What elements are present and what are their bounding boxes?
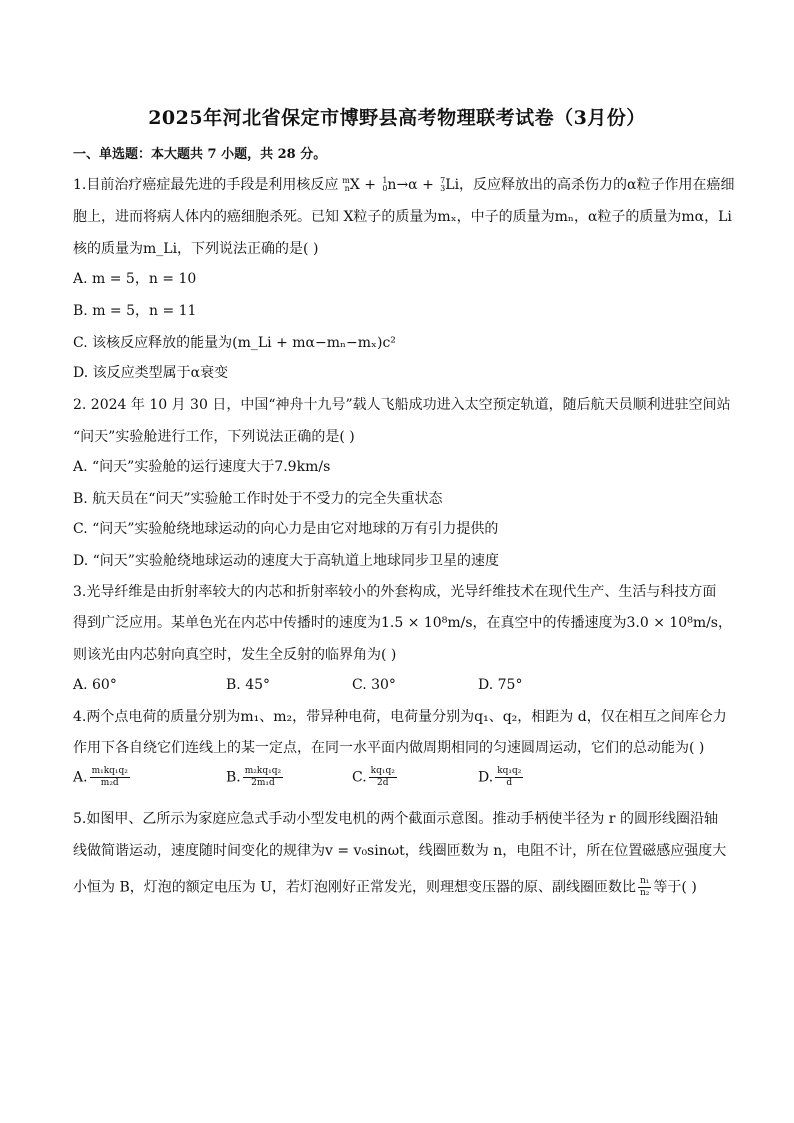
question-1-line-3: 核的质量为m_Li，下列说法正确的是( ) xyxy=(73,241,319,257)
question-3-line-1: 3.光导纤维是由折射率较大的内芯和折射率较小的外套构成，光导纤维技术在现代生产、生活与科技方面 xyxy=(73,584,717,600)
question-4-option-b: B. $\frac{\text{m₂kq₁q₂}}{\text{2m₁d}}$ xyxy=(226,766,282,788)
question-3-line-3: 则该光由内芯射向真空时，发生全反射的临界角为( ) xyxy=(73,647,397,663)
question-2-option-d: D. “问天”实验舱绕地球运动的速度大于高轨道上地球同步卫星的速度 xyxy=(73,553,499,569)
fraction: $\frac{\text{m₁kq₁q₂}}{\text{m₂d}}$ xyxy=(91,766,128,788)
fraction: $\frac{\text{m₂kq₁q₂}}{\text{2m₁d}}$ xyxy=(244,766,282,788)
question-2-option-b: B. 航天员在“问天”实验舱工作时处于不受力的完全失重状态 xyxy=(73,491,443,507)
question-1-line-2: 胞上，进而将病人体内的癌细胞杀死。已知 X粒子的质量为mₓ，中子的质量为mₙ，α粒子的质量为mα，Li xyxy=(73,209,732,225)
q1-text-d: Li，反应释放出的高杀伤力的α粒子作用在癌细 xyxy=(445,177,735,193)
question-4-option-d: D. $\frac{\text{kq₁q₂}}{d}$ xyxy=(478,766,522,788)
nuclide-neutron: 1 0 xyxy=(382,176,388,193)
question-3-line-2: 得到广泛应用。某单色光在内芯中传播时的速度为1.5 × 10⁸m/s，在真空中的传播速度为3.0 × 10⁸m/s， xyxy=(73,615,732,631)
question-4-line-2: 作用下各自绕它们连线上的某一定点，在同一水平面内做周期相同的匀速圆周运动，它们的总动能为( ) xyxy=(73,740,705,756)
question-1-line-1 xyxy=(73,176,733,194)
question-4-option-c: C. $\frac{\text{kq₁q₂}}{2d}$ xyxy=(352,766,395,788)
question-2-option-c: C. “问天”实验舱绕地球运动的向心力是由它对地球的万有引力提供的 xyxy=(73,521,499,537)
question-2-line-2: “问天”实验舱进行工作，下列说法正确的是( ) xyxy=(73,429,355,445)
question-5-line-1: 5.如图甲、乙所示为家庭应急式手动小型发电机的两个截面示意图。推动手柄使半径为 r 的圆形线圈沿轴 xyxy=(73,811,718,827)
question-1-option-c: C. 该核反应释放的能量为(m_Li + mα−mₙ−mₓ)c² xyxy=(73,335,396,351)
question-3-option-a: A. 60° xyxy=(73,677,117,693)
q1-text-c: n→α + xyxy=(387,177,439,193)
question-3-option-d: D. 75° xyxy=(478,677,523,693)
question-2-option-a: A. “问天”实验舱的运行速度大于7.9km/s xyxy=(73,459,331,475)
question-2-line-1: 2. 2024 年 10 月 30 日，中国“神舟十九号”载人飞船成功进入太空预定轨道，随后航天员顺利进驻空间站 xyxy=(73,397,731,413)
question-4-option-a: A. $\frac{\text{m₁kq₁q₂}}{\text{m₂d}}$ xyxy=(73,766,128,788)
q1-text-a: 1.目前治疗癌症最先进的手段是利用核反应 xyxy=(73,177,343,193)
q5-text-b: 等于( ) xyxy=(653,879,697,896)
q1-text-b: X + xyxy=(349,177,381,193)
nuclide-x: m n xyxy=(342,176,350,193)
question-5-line-3 xyxy=(73,876,733,899)
question-3-option-b: B. 45° xyxy=(226,677,271,693)
nuclide-li: 7 3 xyxy=(440,176,446,193)
fraction: $\frac{\text{kq₁q₂}}{d}$ xyxy=(497,766,522,788)
page-title: 2025年河北省保定市博野县高考物理联考试卷（3月份） xyxy=(148,107,646,129)
question-1-option-d: D. 该反应类型属于α衰变 xyxy=(73,365,229,381)
fraction: $\frac{\text{n₁}}{\text{n₂}}$ xyxy=(640,876,650,898)
question-3-option-c: C. 30° xyxy=(352,677,396,693)
question-5-line-2: 线做简谐运动，速度随时间变化的规律为v = v₀sinωt，线圈匝数为 n，电阻不计，所在位置磁感应强度大 xyxy=(73,843,727,859)
q5-text-a: 小恒为 B，灯泡的额定电压为 U，若灯泡刚好正常发光，则理想变压器的原、副线圈匝数比 xyxy=(73,879,636,896)
question-4-line-1: 4.两个点电荷的质量分别为m₁、m₂，带异种电荷，电荷量分别为q₁、q₂，相距为 d，仅在相互之间库仑力 xyxy=(73,709,727,725)
question-1-option-b: B. m = 5，n = 11 xyxy=(73,303,197,319)
question-1-option-a: A. m = 5，n = 10 xyxy=(73,271,197,287)
section-heading: 一、单选题：本大题共 7 小题，共 28 分。 xyxy=(73,147,327,162)
fraction: $\frac{\text{kq₁q₂}}{2d}$ xyxy=(370,766,395,788)
